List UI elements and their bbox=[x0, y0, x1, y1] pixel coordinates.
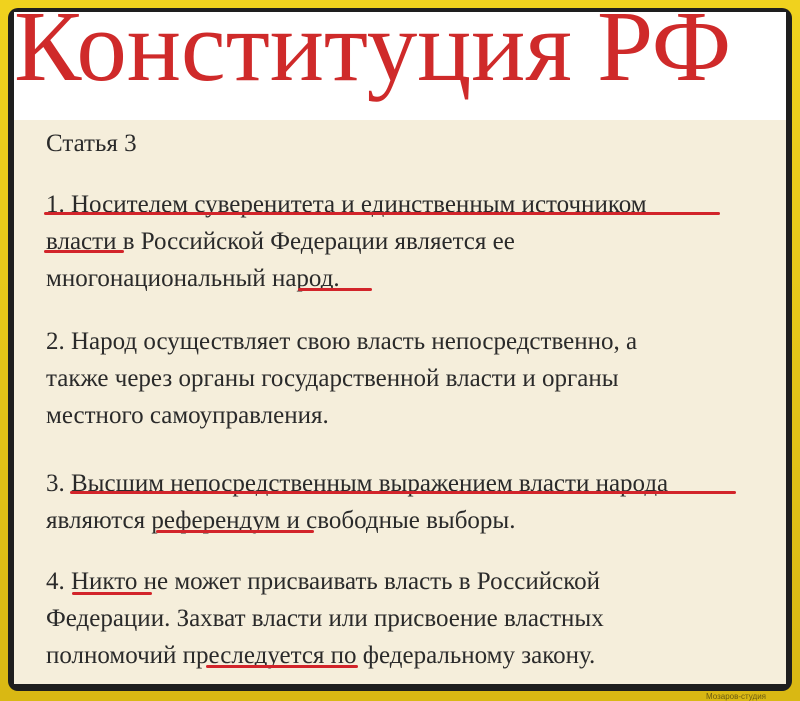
article-heading: Статья 3 bbox=[46, 130, 137, 157]
paragraph-line: 1. Носителем суверенитета и единственным источником bbox=[46, 191, 647, 218]
paragraph-line: полномочий преследуется по федеральному закону. bbox=[46, 642, 596, 669]
paragraph-line: местного самоуправления. bbox=[46, 402, 329, 429]
paragraph-1 bbox=[46, 186, 766, 297]
highlight-underline bbox=[70, 491, 736, 494]
highlight-underline bbox=[44, 212, 720, 215]
paragraph-line: многонациональный народ. bbox=[46, 265, 340, 292]
paragraph-line: являются референдум и свободные выборы. bbox=[46, 507, 516, 534]
watermark: Мозаров-студия bbox=[706, 692, 766, 701]
highlight-underline bbox=[72, 592, 152, 595]
highlight-underline bbox=[44, 250, 124, 253]
paragraph-line: власти в Российской Федерации является ее bbox=[46, 228, 515, 255]
highlight-underline bbox=[298, 288, 372, 291]
page-title: Конституция РФ bbox=[14, 0, 732, 102]
paragraph-2 bbox=[46, 323, 766, 434]
highlight-underline bbox=[206, 665, 358, 668]
paragraph-line: 4. Никто не может присваивать власть в Российской bbox=[46, 568, 601, 595]
highlight-underline bbox=[156, 530, 314, 533]
paragraph-3 bbox=[46, 465, 766, 539]
paragraph-line: 3. Высшим непосредственным выражением власти народа bbox=[46, 470, 669, 497]
paragraph-line: Федерации. Захват власти или присвоение властных bbox=[46, 605, 604, 632]
paragraph-line: 2. Народ осуществляет свою власть непосредственно, а bbox=[46, 328, 638, 355]
paragraph-4 bbox=[46, 563, 766, 674]
paragraph-line: также через органы государственной власти и органы bbox=[46, 365, 619, 392]
